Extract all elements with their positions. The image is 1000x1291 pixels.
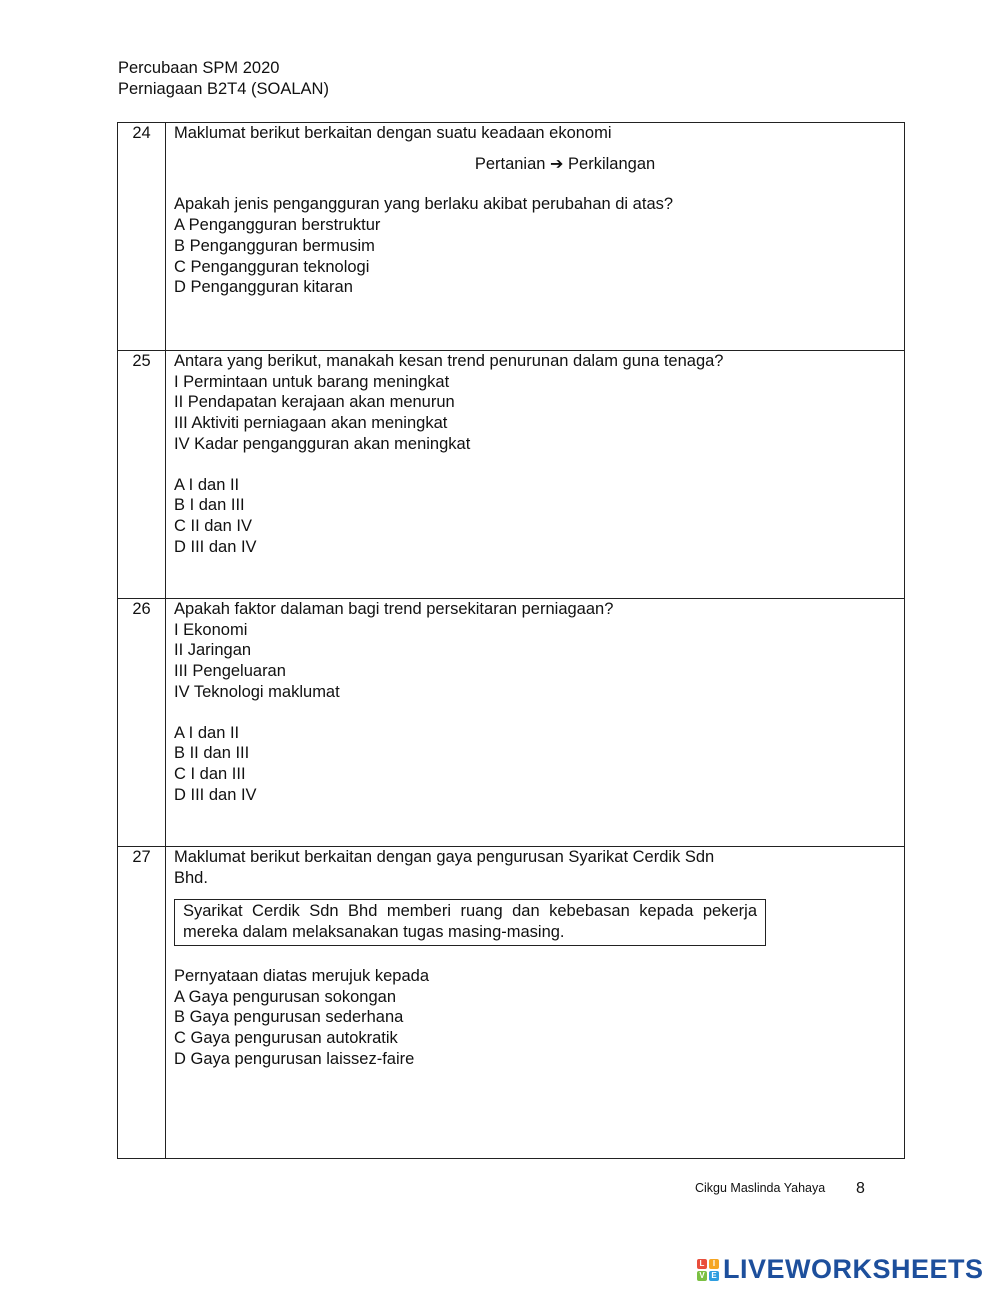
answer-option: C I dan III bbox=[174, 764, 246, 783]
answer-option: A I dan II bbox=[174, 723, 240, 742]
answer-option: C Pengangguran teknologi bbox=[174, 257, 370, 276]
logo-text: LIVEWORKSHEETS bbox=[723, 1254, 984, 1284]
info-box bbox=[174, 899, 766, 945]
info-box-line: mereka dalam melaksanakan tugas masing-masing. bbox=[183, 923, 565, 942]
flow-to: Perkilangan bbox=[568, 154, 656, 173]
statement: II Pendapatan kerajaan akan menurun bbox=[174, 393, 455, 412]
answer-option: C Gaya pengurusan autokratik bbox=[174, 1028, 398, 1047]
statement: I Ekonomi bbox=[174, 620, 248, 639]
question-stem: Antara yang berikut, manakah kesan trend penurunan dalam guna tenaga? bbox=[174, 352, 724, 370]
question-number: 25 bbox=[118, 351, 166, 599]
answer-option: B II dan III bbox=[174, 744, 250, 763]
info-box-line: Syarikat Cerdik Sdn Bhd memberi ruang dan kebebasan kepada pekerja bbox=[183, 902, 757, 921]
answer-option: A I dan II bbox=[174, 475, 240, 494]
question-prompt: Pernyataan diatas merujuk kepada bbox=[174, 966, 429, 985]
statement: IV Teknologi maklumat bbox=[174, 682, 340, 701]
flow-from: Pertanian bbox=[474, 154, 546, 173]
statement: II Jaringan bbox=[174, 641, 252, 660]
question-prompt: Apakah jenis pengangguran yang berlaku akibat perubahan di atas? bbox=[174, 195, 674, 214]
subject-title: Perniagaan B2T4 (SOALAN) bbox=[118, 80, 329, 98]
page-number: 8 bbox=[856, 1180, 865, 1197]
questions-table bbox=[117, 122, 905, 1159]
statement: I Permintaan untuk barang meningkat bbox=[174, 372, 450, 391]
question-body bbox=[166, 351, 905, 599]
arrow-right-icon: ➔ bbox=[550, 153, 564, 173]
question-stem: Maklumat berikut berkaitan dengan suatu keadaan ekonomi bbox=[174, 124, 612, 142]
statement: IV Kadar pengangguran akan meningkat bbox=[174, 434, 471, 453]
document-header bbox=[118, 58, 329, 100]
answer-option: B Pengangguran bermusim bbox=[174, 236, 375, 255]
question-number: 24 bbox=[118, 123, 166, 351]
answer-option: C II dan IV bbox=[174, 516, 252, 535]
answer-option: B I dan III bbox=[174, 496, 245, 515]
live-block: L bbox=[697, 1259, 707, 1269]
question-stem: Apakah faktor dalaman bagi trend persekitaran perniagaan? bbox=[174, 600, 614, 618]
statement: III Aktiviti perniagaan akan meningkat bbox=[174, 414, 448, 433]
live-block: E bbox=[709, 1271, 719, 1281]
answer-option: B Gaya pengurusan sederhana bbox=[174, 1008, 404, 1027]
answer-option: D Gaya pengurusan laissez-faire bbox=[174, 1049, 415, 1068]
question-body bbox=[166, 599, 905, 847]
answer-option: D III dan IV bbox=[174, 537, 257, 556]
question-stem: Maklumat berikut berkaitan dengan gaya pengurusan Syarikat Cerdik Sdn bbox=[174, 848, 715, 866]
question-row bbox=[118, 123, 905, 351]
live-block: V bbox=[697, 1271, 707, 1281]
question-row bbox=[118, 847, 905, 1159]
exam-title: Percubaan SPM 2020 bbox=[118, 59, 280, 77]
question-row bbox=[118, 599, 905, 847]
answer-option: D III dan IV bbox=[174, 785, 257, 804]
answer-option: A Pengangguran berstruktur bbox=[174, 216, 381, 235]
liveworksheets-logo[interactable] bbox=[697, 1254, 984, 1285]
question-number: 26 bbox=[118, 599, 166, 847]
live-block: I bbox=[709, 1259, 719, 1269]
statement: III Pengeluaran bbox=[174, 662, 286, 681]
question-stem-cont: Bhd. bbox=[174, 868, 208, 887]
question-number: 27 bbox=[118, 847, 166, 1159]
question-body bbox=[166, 847, 905, 1159]
economy-flow bbox=[174, 154, 896, 175]
answer-option: D Pengangguran kitaran bbox=[174, 278, 353, 297]
answer-option: A Gaya pengurusan sokongan bbox=[174, 987, 397, 1006]
question-row bbox=[118, 351, 905, 599]
live-blocks-icon bbox=[697, 1259, 719, 1281]
footer-author: Cikgu Maslinda Yahaya bbox=[695, 1181, 826, 1195]
question-body bbox=[166, 123, 905, 351]
